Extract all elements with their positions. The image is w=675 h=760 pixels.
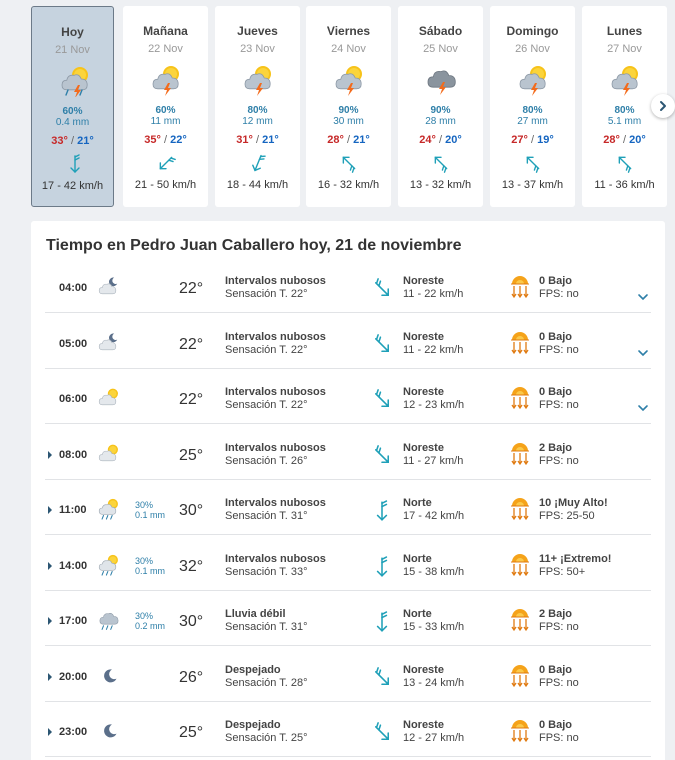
wind-arrow-icon bbox=[371, 389, 393, 411]
hour-time: 11:00 bbox=[59, 504, 87, 516]
uv-sun-icon bbox=[509, 385, 531, 411]
day-name: Lunes bbox=[606, 24, 643, 38]
spf-recommendation: FPS: no bbox=[539, 288, 579, 300]
min-temp: 20° bbox=[445, 134, 462, 146]
hour-row-2[interactable] bbox=[31, 314, 651, 369]
rain-info bbox=[135, 556, 165, 576]
day-date: 24 Nov bbox=[331, 43, 366, 55]
rain-probability: 30% bbox=[135, 611, 154, 621]
day-temperatures: 24° / 20° bbox=[419, 134, 462, 146]
wind-arrow-icon bbox=[371, 500, 393, 522]
rain-amount: 5.1 mm bbox=[607, 116, 642, 127]
storm-sun-icon bbox=[516, 64, 552, 96]
day-temperatures: 33° / 21° bbox=[51, 135, 94, 147]
wind-direction: Noreste bbox=[403, 275, 444, 287]
rain-probability: 60% bbox=[155, 105, 176, 116]
max-temp: 27° bbox=[511, 134, 528, 146]
rain-probability: 90% bbox=[338, 105, 359, 116]
feels-like: Sensación T. 22° bbox=[225, 343, 308, 356]
next-days-button[interactable] bbox=[651, 94, 675, 118]
rain-amount: 0.1 mm bbox=[135, 565, 166, 576]
uv-sun-icon bbox=[509, 496, 531, 522]
day-name: Mañana bbox=[143, 24, 188, 38]
moon-icon bbox=[97, 719, 123, 743]
uv-sun-icon bbox=[509, 330, 531, 356]
wind-speed: 12 - 27 km/h bbox=[403, 732, 465, 744]
condition: Intervalos nubosos bbox=[225, 497, 326, 509]
wind-arrow-icon bbox=[431, 153, 451, 173]
day-date: 22 Nov bbox=[148, 43, 183, 55]
hour-time: 04:00 bbox=[59, 282, 88, 294]
spf-recommendation: FPS: no bbox=[539, 343, 579, 356]
wind-speed: 15 - 38 km/h bbox=[403, 565, 465, 578]
day-date: 27 Nov bbox=[607, 43, 642, 55]
cloud-rain-icon bbox=[97, 608, 123, 632]
hour-time: 05:00 bbox=[59, 337, 88, 350]
wind-arrow-icon bbox=[156, 153, 176, 173]
wind-arrow-icon bbox=[371, 611, 393, 633]
spf-recommendation: FPS: 50+ bbox=[539, 565, 586, 578]
max-temp: 28° bbox=[603, 134, 620, 146]
caret-right-icon[interactable] bbox=[48, 728, 52, 736]
hour-temp: 32° bbox=[179, 557, 204, 575]
uv-index: 0 Bajo bbox=[539, 386, 573, 398]
hour-temp: 25° bbox=[179, 724, 204, 741]
wind-direction: Noreste bbox=[403, 386, 444, 398]
rain-probability: 80% bbox=[247, 105, 268, 116]
storm-sun-icon bbox=[149, 64, 185, 96]
day-temperatures: 35° / 22° bbox=[144, 134, 187, 146]
feels-like: Sensación T. 31° bbox=[225, 510, 308, 522]
day-name: Jueves bbox=[237, 24, 278, 38]
hour-row-5[interactable] bbox=[31, 480, 651, 535]
uv-index: 0 Bajo bbox=[539, 663, 573, 676]
rain-info bbox=[135, 500, 165, 520]
sun-cloud-icon bbox=[97, 442, 123, 466]
day-card-4[interactable] bbox=[306, 6, 391, 207]
hour-row-8[interactable] bbox=[31, 647, 651, 702]
hour-time: 23:00 bbox=[59, 726, 88, 738]
wind-direction: Noreste bbox=[403, 663, 444, 676]
caret-right-icon[interactable] bbox=[48, 451, 52, 459]
wind-speed: 16 - 32 km/h bbox=[317, 179, 380, 191]
sun-cloud-icon bbox=[97, 386, 123, 410]
storm-sun-rain-icon bbox=[58, 65, 94, 97]
spf-recommendation: FPS: no bbox=[539, 621, 579, 633]
condition: Intervalos nubosos bbox=[225, 441, 326, 454]
uv-sun-icon bbox=[509, 552, 531, 578]
min-temp: 22° bbox=[170, 134, 187, 146]
rain-amount: 0.4 mm bbox=[55, 117, 90, 128]
day-name: Viernes bbox=[326, 24, 371, 38]
feels-like: Sensación T. 25° bbox=[225, 732, 308, 744]
uv-sun-icon bbox=[509, 274, 531, 300]
wind-direction: Noreste bbox=[403, 719, 444, 731]
uv-sun-icon bbox=[509, 718, 531, 744]
rain-amount: 30 mm bbox=[333, 116, 364, 127]
storm-sun-icon bbox=[608, 64, 644, 96]
spf-recommendation: FPS: no bbox=[539, 676, 579, 689]
wind-speed: 13 - 32 km/h bbox=[409, 179, 472, 191]
storm-sun-icon bbox=[332, 64, 368, 96]
feels-like: Sensación T. 22° bbox=[225, 399, 308, 411]
rain-probability: 60% bbox=[62, 106, 83, 117]
wind-arrow-icon bbox=[615, 153, 635, 173]
rain-probability: 90% bbox=[430, 105, 451, 116]
wind-direction: Norte bbox=[403, 552, 432, 565]
feels-like: Sensación T. 26° bbox=[225, 454, 308, 467]
wind-direction: Norte bbox=[403, 497, 432, 509]
hour-time: 06:00 bbox=[59, 393, 88, 405]
rain-amount: 0.2 mm bbox=[135, 621, 166, 631]
wind-speed: 11 - 36 km/h bbox=[594, 179, 655, 191]
wind-speed: 11 - 22 km/h bbox=[403, 343, 464, 356]
condition: Intervalos nubosos bbox=[225, 386, 326, 398]
hour-row-1[interactable] bbox=[31, 258, 651, 313]
condition: Lluvia débil bbox=[225, 608, 286, 620]
day-card-6[interactable] bbox=[490, 6, 575, 207]
rain-probability: 80% bbox=[522, 105, 543, 116]
wind-arrow-icon bbox=[371, 556, 393, 578]
wind-speed: 17 - 42 km/h bbox=[41, 180, 104, 192]
spf-recommendation: FPS: no bbox=[539, 454, 579, 467]
hour-time: 14:00 bbox=[59, 559, 88, 572]
day-card-2[interactable] bbox=[123, 6, 208, 207]
storm-cloud-icon bbox=[424, 64, 460, 96]
wind-speed: 15 - 33 km/h bbox=[403, 621, 465, 633]
rain-amount: 27 mm bbox=[517, 116, 548, 127]
wind-arrow-icon bbox=[523, 153, 543, 173]
caret-right-icon[interactable] bbox=[48, 617, 52, 625]
wind-direction: Noreste bbox=[403, 330, 444, 343]
chevron-down-icon[interactable] bbox=[637, 344, 649, 352]
condition: Intervalos nubosos bbox=[225, 275, 326, 287]
sun-cloud-rain-icon bbox=[97, 497, 123, 521]
rain-probability: 30% bbox=[135, 500, 154, 510]
condition: Despejado bbox=[225, 719, 281, 731]
wind-speed: 13 - 24 km/h bbox=[403, 676, 465, 689]
day-card-5[interactable] bbox=[398, 6, 483, 207]
day-card-1[interactable] bbox=[31, 6, 114, 207]
wind-arrow-icon bbox=[371, 445, 393, 467]
storm-sun-icon bbox=[241, 64, 277, 96]
day-date: 26 Nov bbox=[515, 43, 550, 55]
rain-amount: 11 mm bbox=[150, 116, 181, 127]
moon-cloud-icon bbox=[97, 331, 123, 355]
condition: Intervalos nubosos bbox=[225, 552, 326, 565]
wind-speed: 11 - 27 km/h bbox=[403, 454, 464, 467]
wind-arrow-icon bbox=[371, 722, 393, 744]
hour-temp: 26° bbox=[179, 668, 204, 686]
caret-right-icon[interactable] bbox=[48, 562, 52, 570]
hour-time: 17:00 bbox=[59, 615, 88, 627]
spf-recommendation: FPS: no bbox=[539, 732, 579, 744]
wind-speed: 18 - 44 km/h bbox=[226, 179, 289, 191]
uv-index: 0 Bajo bbox=[539, 719, 573, 731]
day-temperatures: 28° / 20° bbox=[603, 134, 646, 146]
wind-speed: 12 - 23 km/h bbox=[403, 399, 465, 411]
wind-direction: Norte bbox=[403, 608, 432, 620]
uv-index: 0 Bajo bbox=[539, 330, 573, 343]
day-name: Domingo bbox=[506, 24, 559, 38]
rain-amount: 12 mm bbox=[242, 116, 273, 127]
uv-index: 10 ¡Muy Alto! bbox=[539, 497, 608, 509]
max-temp: 35° bbox=[144, 134, 161, 146]
uv-index: 2 Bajo bbox=[539, 441, 573, 454]
spf-recommendation: FPS: no bbox=[539, 399, 579, 411]
hour-time: 08:00 bbox=[59, 448, 88, 461]
caret-right-icon[interactable] bbox=[48, 506, 52, 514]
day-name: Sábado bbox=[418, 24, 463, 38]
min-temp: 21° bbox=[77, 135, 94, 147]
uv-sun-icon bbox=[509, 607, 531, 633]
wind-arrow-icon bbox=[371, 667, 393, 689]
wind-speed: 21 - 50 km/h bbox=[134, 179, 197, 191]
daily-forecast-strip bbox=[31, 6, 675, 207]
wind-arrow-icon bbox=[371, 278, 393, 300]
wind-arrow-icon bbox=[65, 154, 85, 174]
wind-arrow-icon bbox=[371, 334, 393, 356]
feels-like: Sensación T. 22° bbox=[225, 288, 308, 300]
rain-info bbox=[135, 611, 165, 631]
caret-right-icon[interactable] bbox=[48, 673, 52, 681]
condition: Despejado bbox=[225, 663, 281, 676]
hourly-title: Tiempo en Pedro Juan Caballero hoy, 21 de noviembre bbox=[46, 237, 462, 254]
hourly-forecast-panel bbox=[31, 221, 665, 760]
wind-arrow-icon bbox=[339, 153, 359, 173]
max-temp: 33° bbox=[51, 135, 68, 147]
wind-speed: 11 - 22 km/h bbox=[403, 288, 464, 300]
wind-speed: 13 - 37 km/h bbox=[501, 179, 564, 191]
hour-temp: 25° bbox=[179, 446, 204, 464]
rain-amount: 28 mm bbox=[425, 116, 456, 127]
hour-temp: 22° bbox=[179, 391, 204, 408]
sun-cloud-rain-icon bbox=[97, 553, 123, 577]
rain-probability: 30% bbox=[135, 555, 154, 566]
min-temp: 20° bbox=[629, 134, 646, 146]
hour-row-6[interactable] bbox=[31, 536, 651, 591]
feels-like: Sensación T. 28° bbox=[225, 676, 308, 689]
feels-like: Sensación T. 31° bbox=[225, 621, 308, 633]
moon-icon bbox=[97, 664, 123, 688]
chevron-right-icon bbox=[657, 100, 669, 112]
day-card-3[interactable] bbox=[215, 6, 300, 207]
uv-index: 0 Bajo bbox=[539, 275, 573, 287]
rain-probability: 80% bbox=[614, 105, 635, 116]
day-date: 21 Nov bbox=[55, 44, 90, 56]
day-temperatures: 31° / 21° bbox=[236, 134, 279, 146]
hour-row-3[interactable] bbox=[31, 369, 651, 424]
hour-row-4[interactable] bbox=[31, 425, 651, 480]
day-date: 23 Nov bbox=[240, 43, 275, 55]
hour-row-7[interactable] bbox=[31, 591, 651, 646]
day-name: Hoy bbox=[61, 25, 84, 39]
hour-temp: 22° bbox=[179, 280, 204, 297]
wind-speed: 17 - 42 km/h bbox=[403, 510, 465, 522]
max-temp: 24° bbox=[419, 134, 436, 146]
hour-temp: 22° bbox=[179, 335, 204, 353]
row-divider bbox=[45, 756, 651, 757]
hour-row-9[interactable] bbox=[31, 702, 651, 757]
day-temperatures: 27° / 19° bbox=[511, 134, 554, 146]
day-temperatures: 28° / 21° bbox=[327, 134, 370, 146]
min-temp: 21° bbox=[262, 134, 279, 146]
max-temp: 28° bbox=[327, 134, 344, 146]
min-temp: 19° bbox=[537, 134, 554, 146]
chevron-down-icon[interactable] bbox=[637, 399, 649, 407]
day-date: 25 Nov bbox=[423, 43, 458, 55]
min-temp: 21° bbox=[353, 134, 370, 146]
wind-direction: Noreste bbox=[403, 441, 444, 454]
uv-sun-icon bbox=[509, 663, 531, 689]
uv-index: 2 Bajo bbox=[539, 608, 573, 620]
uv-index: 11+ ¡Extremo! bbox=[539, 552, 612, 565]
hour-temp: 30° bbox=[179, 502, 204, 519]
uv-sun-icon bbox=[509, 441, 531, 467]
moon-cloud-icon bbox=[97, 275, 123, 299]
max-temp: 31° bbox=[236, 134, 253, 146]
hour-temp: 30° bbox=[179, 613, 204, 630]
rain-amount: 0.1 mm bbox=[135, 510, 166, 520]
condition: Intervalos nubosos bbox=[225, 330, 326, 343]
hour-time: 20:00 bbox=[59, 670, 88, 683]
chevron-down-icon[interactable] bbox=[637, 288, 649, 296]
feels-like: Sensación T. 33° bbox=[225, 565, 308, 578]
wind-arrow-icon bbox=[248, 153, 268, 173]
spf-recommendation: FPS: 25-50 bbox=[539, 510, 595, 522]
